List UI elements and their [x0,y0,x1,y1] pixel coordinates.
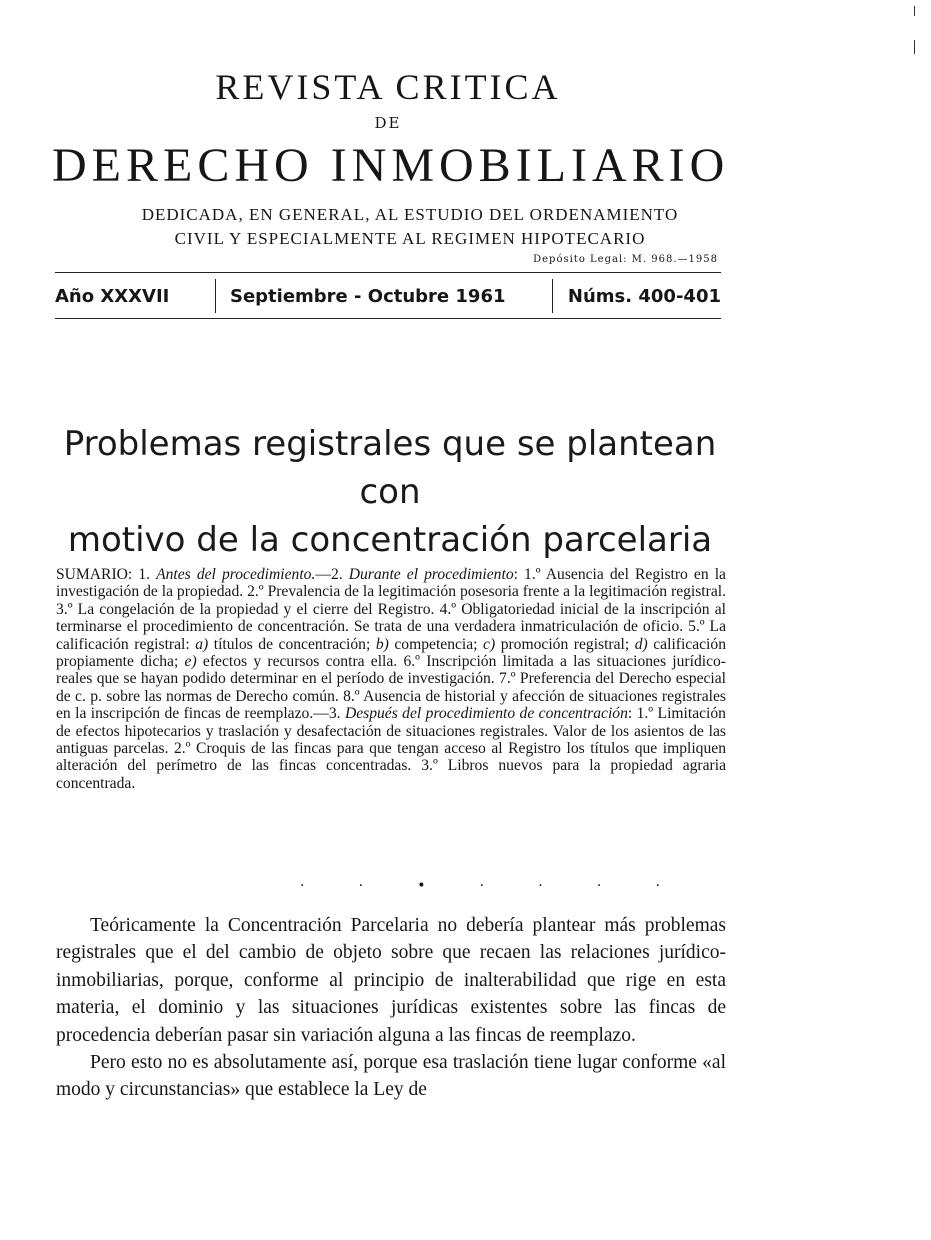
article-title-line2: motivo de la concentración parcelaria [67,520,713,560]
journal-title-de: DE [374,114,402,132]
separator-dot: · [538,878,543,894]
summary-text: competencia; [388,635,484,653]
summary-heading: Antes del procedimiento. [156,566,316,583]
body-paragraph: Pero esto no es absolutamente así, porque esa traslación tiene lugar conforme «al modo y circunstancias» que establece la Ley de [56,1052,726,1101]
journal-tagline [60,203,760,251]
summary-item-letter: b) [375,635,389,653]
summary-text: calificación propiamente dicha; [56,635,726,671]
issue-year: Año XXXVII [55,285,170,307]
summary-heading: Después del procedimiento de concentración [344,705,628,723]
issue-numbers: Núms. 400-401 [567,285,721,307]
summary-text: : 1.º Ausencia del Registro en la investigación de la propiedad. 2.º Prevalencia de la legitimación posesoria frente a la legitimación registral. 3.º La congelación de la propiedad y el cierre del Registro. 4.º Obligatoriedad inicial de la inscripción al terminarse el procedimiento de concentración. Se trata de una verdadera inmatriculación de oficio. 5.º La calificación registral: [56,566,726,653]
journal-title-line2: DERECHO INMOBILIARIO [52,139,730,192]
summary-text: efectos y recursos contra ella. 6.º Inscripción limitada a las situaciones jurídico-reales que se hayan podido determinar en el período de investigación. 7.º Preferencia del Derecho especial de c. p. sobre las normas de Derecho común. 8.º Ausencia de historial y afección de situaciones registrales en la inscripción de fincas de reemplazo. [56,653,726,723]
article-summary [56,566,726,792]
summary-label: SUMARIO: [56,566,133,583]
scan-mark [914,40,915,54]
summary-item-letter: c) [483,635,496,653]
issue-bar [55,278,721,314]
section-separator [300,878,660,894]
top-rule [55,272,721,273]
summary-item-letter: e) [184,653,197,671]
bottom-rule [55,318,721,319]
separator-dot: · [479,878,485,894]
body-paragraph: Teóricamente la Concentración Parcelaria no debería plantear más problemas registrales que el del cambio de objeto sobre que recaen las relaciones jurídico-inmobiliarias, porque, conforme al principio de inalterabilidad que rige en esta materia, el dominio y las situaciones jurídicas existentes sobre las fincas de procedencia deberían pasar sin variación alguna a las fincas de reemplazo. [56,915,726,1046]
article-body [56,912,726,1104]
summary-text: 1. [138,566,151,583]
summary-text: títulos de concentración; [208,635,376,653]
scan-mark [914,6,915,16]
tagline-line2: CIVIL Y ESPECIALMENTE AL REGIMEN HIPOTECARIO [174,229,646,248]
separator-dot: • [417,878,426,894]
separator-dot: · [596,878,602,894]
summary-text: promoción registral; [495,635,635,653]
summary-heading: Durante el procedimiento [348,566,514,583]
deposito-legal: Depósito Legal: M. 968.—1958 [533,254,718,265]
summary-text: —2. [315,566,343,583]
journal-title-line1: REVISTA CRITICA [215,67,561,107]
separator-dot: · [300,878,305,894]
separator-dot: · [655,878,660,894]
issue-date: Septiembre - Octubre 1961 [230,285,506,307]
summary-item-letter: a) [195,635,209,653]
summary-item-letter: d) [634,635,648,653]
article-title-line1: Problemas registrales que se plantean con [63,424,717,512]
separator-dot: · [358,878,364,894]
summary-text: —3. [313,705,341,723]
tagline-line1: DEDICADA, EN GENERAL, AL ESTUDIO DEL ORDENAMIENTO [141,205,679,224]
article-title [40,420,740,564]
summary-text: : 1.º Limitación de efectos hipotecarios y traslación y desafectación de situaciones registrales. Valor de los asientos de las antiguas parcelas. 2.º Croquis de las fincas para que tengan acceso al Registro los títulos que impliquen alteración del perímetro de las fincas concentradas. 3.º Libros nuevos para la propiedad agraria concentrada. [56,705,726,792]
